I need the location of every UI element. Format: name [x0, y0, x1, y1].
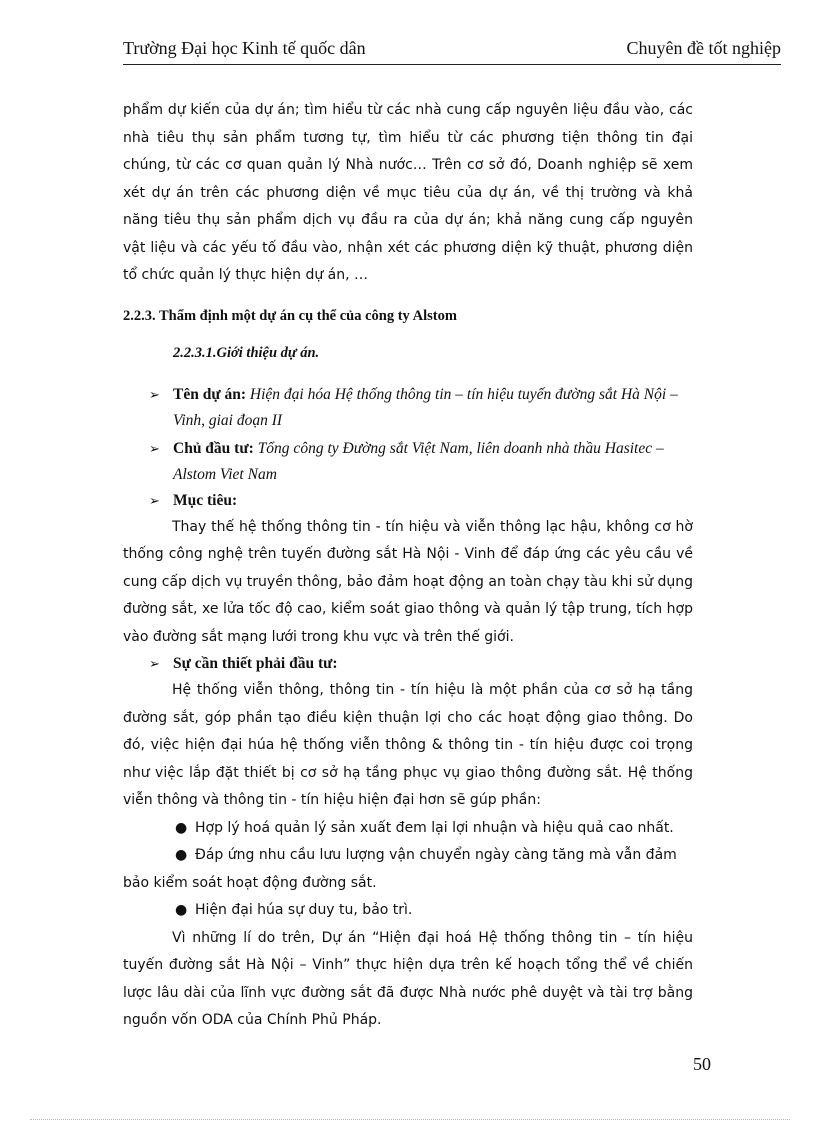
project-name-value: Hiện đại hóa Hệ thống thông tin – tín hiệu tuyến đường sắt Hà Nội – Vinh, giai đoạn II	[173, 385, 678, 429]
objective-label: Mục tiêu:	[173, 491, 238, 509]
round-bullet-icon: ●	[175, 902, 188, 918]
arrow-bullet-icon: ➢	[149, 386, 160, 402]
arrow-bullet-icon: ➢	[149, 492, 160, 508]
objective-paragraph: Thay thế hệ thống thông tin - tín hiệu và viễn thông lạc hậu, không cơ hờ thống công nghệ trên tuyến đường sắt Hà Nội - Vinh để đáp ứng các yêu cầu về cung cấp dịch vụ truyền thông, bảo đảm hoạt động an toàn chạy tàu khi sử dụng đường sắt, xe lửa tốc độ cao, kiểm soát giao thông và quản lý tập trung, tích hợp vào đường sắt mạng lưới trong khu vực và trên thế giới.	[123, 518, 693, 645]
bullet-text: Đáp ứng nhu cầu lưu lượng vận chuyển ngày càng tăng mà vẫn đảm bảo kiểm soát hoạt động đường sắt.	[123, 847, 677, 891]
necessity-paragraph: Hệ thống viễn thông, thông tin - tín hiệu là một phần của cơ sở hạ tầng đường sắt, góp phần tạo điều kiện thuận lợi cho các hoạt động giao thông. Do đó, việc hiện đại húa hệ thống viễn thông & thông tin - tín hiệu được coi trọng như việc lắp đặt thiết bị cơ sở hạ tầng phục vụ giao thông đường sắt. Hệ thống viễn thông và thông tin - tín hiệu hiện đại hơn sẽ gúp phần:	[123, 682, 693, 808]
bullet-item	[123, 815, 693, 843]
project-name-item	[123, 382, 693, 434]
header-school-name: Trường Đại học Kinh tế quốc dân	[123, 38, 366, 58]
page-bottom-border	[30, 1118, 790, 1120]
objective-item	[123, 488, 693, 514]
necessity-label: Sự cần thiết phải đầu tư:	[173, 655, 338, 672]
bullet-text: Hiện đại húa sự duy tu, bảo trì.	[195, 902, 413, 918]
arrow-bullet-icon: ➢	[149, 656, 160, 671]
investor-value: Tổng công ty Đường sắt Việt Nam, liên doanh nhà thầu Hasitec – Alstom Viet Nam	[173, 439, 664, 483]
bullet-text: Hợp lý hoá quản lý sản xuất đem lại lợi nhuận và hiệu quả cao nhất.	[195, 819, 674, 836]
arrow-bullet-icon: ➢	[149, 440, 160, 456]
page-header	[123, 38, 781, 65]
section-heading: 2.2.3. Thẩm định một dự án cụ thể của công ty Alstom	[123, 307, 457, 324]
subsection-heading: 2.2.3.1.Giới thiệu dự án.	[173, 344, 320, 361]
round-bullet-icon: ●	[175, 847, 188, 863]
investor-label: Chủ đầu tư:	[173, 439, 254, 457]
intro-paragraph: phẩm dự kiến của dự án; tìm hiểu từ các nhà cung cấp nguyên liệu đầu vào, các nhà tiêu thụ sản phẩm tương tự, tìm hiểu từ các phương tiện thông tin đại chúng, từ các cơ quan quản lý Nhà nước… Trên cơ sở đó, Doanh nghiệp sẽ xem xét dự án trên các phương diện về mục tiêu của dự án, về thị trường và khả năng tiêu thụ sản phẩm dịch vụ đầu ra của dự án; khả năng cung cấp nguyên vật liệu và các yếu tố đầu vào, nhận xét các phương diện kỹ thuật, phương diện tổ chức quản lý thực hiện dự án, …	[123, 102, 693, 283]
investor-item	[123, 436, 693, 488]
project-name-label: Tên dự án:	[173, 385, 247, 403]
bullet-item	[123, 897, 693, 925]
page-content	[123, 97, 693, 1035]
closing-paragraph: Vì những lí do trên, Dự án “Hiện đại hoá Hệ thống thông tin – tín hiệu tuyến đường sắt Hà Nội – Vinh” thực hiện dựa trên kế hoạch tổng thể về chiến lược lâu dài của lĩnh vực đường sắt đã được Nhà nước phê duyệt và tài trợ bằng nguồn vốn ODA của Chính Phủ Pháp.	[123, 929, 693, 1028]
bullet-item	[123, 842, 693, 897]
page-number: 50	[693, 1054, 711, 1074]
header-document-type: Chuyên đề tốt nghiệp	[626, 38, 781, 58]
necessity-item	[123, 651, 693, 677]
round-bullet-icon: ●	[175, 819, 188, 836]
